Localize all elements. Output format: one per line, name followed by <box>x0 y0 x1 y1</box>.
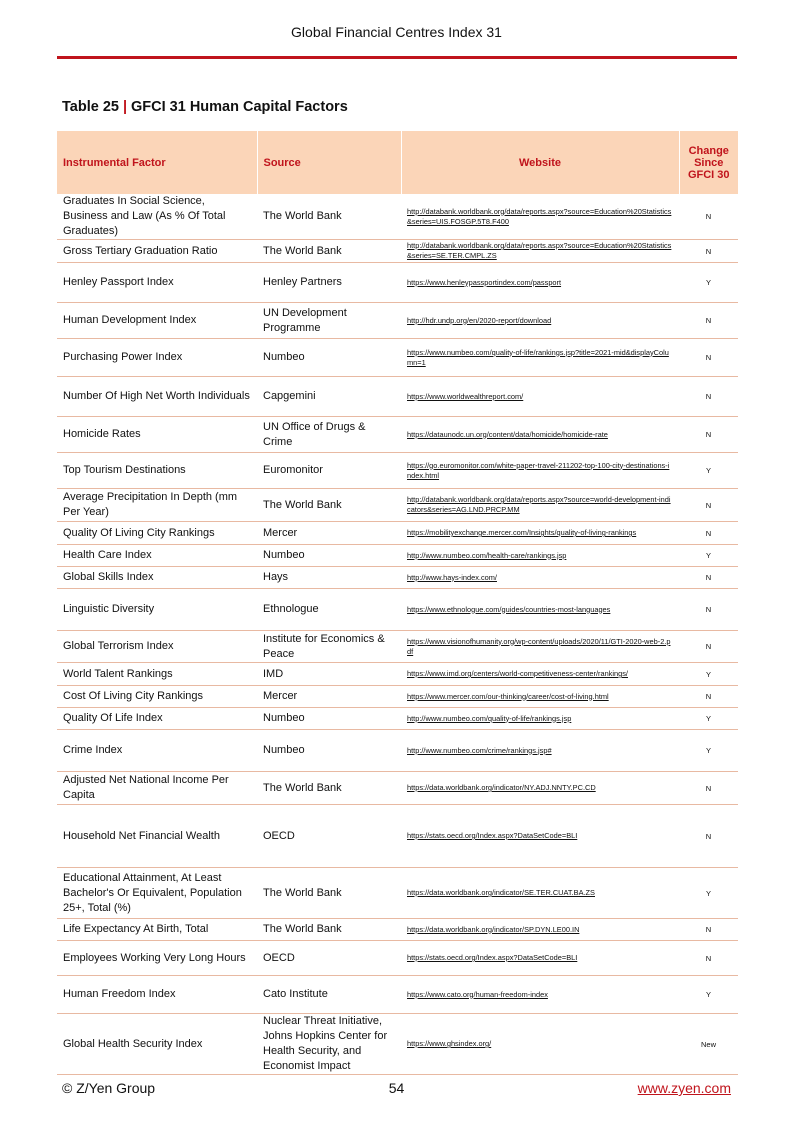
table-row <box>57 941 738 976</box>
website-cell <box>401 805 679 868</box>
table-row <box>57 805 738 868</box>
change-cell: N <box>679 303 738 339</box>
source-cell: Capgemini <box>257 377 401 417</box>
title-separator: | <box>122 99 128 115</box>
table-row <box>57 976 738 1014</box>
source-cell: Numbeo <box>257 545 401 567</box>
website-cell <box>401 976 679 1014</box>
website-link[interactable]: https://www.imd.org/centers/world-competitiveness-center/rankings/ <box>407 669 628 678</box>
change-cell: N <box>679 194 738 240</box>
source-cell: Mercer <box>257 686 401 708</box>
change-cell: Y <box>679 976 738 1014</box>
website-cell <box>401 919 679 941</box>
table-row <box>57 522 738 545</box>
table-row <box>57 377 738 417</box>
source-cell: Hays <box>257 567 401 589</box>
factor-cell: Quality Of Living City Rankings <box>57 522 257 545</box>
website-link[interactable]: http://www.numbeo.com/health-care/rankings.jsp <box>407 550 567 560</box>
website-cell <box>401 730 679 772</box>
table-row <box>57 708 738 730</box>
source-cell: IMD <box>257 663 401 686</box>
page-header-title: Global Financial Centres Index 31 <box>291 24 502 40</box>
factor-cell: Quality Of Life Index <box>57 708 257 730</box>
table-row <box>57 417 738 453</box>
table-row <box>57 868 738 919</box>
website-cell <box>401 708 679 730</box>
website-cell <box>401 868 679 919</box>
website-link[interactable]: https://data.worldbank.org/indicator/SE.TER.CUAT.BA.ZS <box>407 888 595 897</box>
source-cell: Numbeo <box>257 708 401 730</box>
website-link[interactable]: https://www.ghsindex.org/ <box>407 1039 492 1048</box>
factor-cell: Human Development Index <box>57 303 257 339</box>
source-cell: Henley Partners <box>257 263 401 303</box>
website-cell <box>401 941 679 976</box>
website-link[interactable]: https://www.visionofhumanity.org/wp-content/uploads/2020/11/GTI-2020-web-2.pdf <box>407 636 671 656</box>
factor-cell: Life Expectancy At Birth, Total <box>57 919 257 941</box>
factor-cell: Number Of High Net Worth Individuals <box>57 377 257 417</box>
website-cell <box>401 377 679 417</box>
change-cell: N <box>679 631 738 663</box>
table-row <box>57 589 738 631</box>
change-cell: N <box>679 686 738 708</box>
source-cell: OECD <box>257 805 401 868</box>
change-cell: N <box>679 589 738 631</box>
factor-cell: Employees Working Very Long Hours <box>57 941 257 976</box>
human-capital-factors-table <box>57 131 738 1075</box>
website-cell <box>401 417 679 453</box>
table-row <box>57 663 738 686</box>
table-label: Table 25 <box>62 99 119 115</box>
table-row <box>57 772 738 805</box>
factor-cell: Human Freedom Index <box>57 976 257 1014</box>
factor-cell: Linguistic Diversity <box>57 589 257 631</box>
table-row <box>57 686 738 708</box>
change-cell: N <box>679 522 738 545</box>
website-link[interactable]: http://www.numbeo.com/quality-of-life/rankings.jsp <box>407 713 572 723</box>
factor-cell: Global Skills Index <box>57 567 257 589</box>
source-cell: Numbeo <box>257 730 401 772</box>
website-cell <box>401 567 679 589</box>
table-title-text: GFCI 31 Human Capital Factors <box>131 99 348 115</box>
website-link[interactable]: http://databank.worldbank.org/data/reports.aspx?source=Education%20Statistics&series=UIS.FOSGP.5T8.F400 <box>407 206 672 226</box>
source-cell: UN Development Programme <box>257 303 401 339</box>
website-link[interactable]: https://dataunodc.un.org/content/data/homicide/homicide-rate <box>407 429 608 439</box>
factor-cell: Global Terrorism Index <box>57 631 257 663</box>
source-cell: UN Office of Drugs & Crime <box>257 417 401 453</box>
table-row <box>57 567 738 589</box>
source-cell: Nuclear Threat Initiative, Johns Hopkins Center for Health Security, and Economist Impact <box>257 1014 401 1075</box>
change-cell: Y <box>679 663 738 686</box>
source-cell: Cato Institute <box>257 976 401 1014</box>
change-cell: New <box>679 1014 738 1075</box>
website-link[interactable]: https://www.mercer.com/our-thinking/career/cost-of-living.html <box>407 691 609 701</box>
column-header-change: Change Since GFCI 30 <box>679 131 738 194</box>
website-cell <box>401 453 679 489</box>
source-cell: Numbeo <box>257 339 401 377</box>
source-cell: The World Bank <box>257 772 401 805</box>
website-link[interactable]: https://mobilityexchange.mercer.com/Insights/quality-of-living-rankings <box>407 528 637 537</box>
table-row <box>57 1014 738 1075</box>
website-link[interactable]: http://www.numbeo.com/crime/rankings.jsp# <box>407 745 552 755</box>
factor-cell: World Talent Rankings <box>57 663 257 686</box>
table-row <box>57 489 738 522</box>
change-cell: N <box>679 339 738 377</box>
website-link[interactable]: https://www.cato.org/human-freedom-index <box>407 989 548 999</box>
table-row <box>57 730 738 772</box>
change-cell: N <box>679 772 738 805</box>
website-cell <box>401 772 679 805</box>
table-header-row <box>57 131 738 194</box>
header-divider <box>57 56 737 59</box>
source-cell: The World Bank <box>257 868 401 919</box>
source-cell: The World Bank <box>257 489 401 522</box>
website-cell <box>401 489 679 522</box>
website-link[interactable]: http://www.hays-index.com/ <box>407 572 497 582</box>
factor-cell: Adjusted Net National Income Per Capita <box>57 772 257 805</box>
change-cell: N <box>679 417 738 453</box>
change-cell: Y <box>679 453 738 489</box>
website-link[interactable]: https://www.worldwealthreport.com/ <box>407 391 524 401</box>
website-cell <box>401 663 679 686</box>
source-cell: Euromonitor <box>257 453 401 489</box>
website-link[interactable]: http://hdr.undp.org/en/2020-report/download <box>407 315 552 325</box>
website-link[interactable]: http://databank.worldbank.org/data/reports.aspx?source=world-development-indicators&series=AG.LND.PRCP.MM <box>407 495 671 514</box>
factor-cell: Gross Tertiary Graduation Ratio <box>57 240 257 263</box>
website-cell <box>401 303 679 339</box>
website-link[interactable]: https://go.euromonitor.com/white-paper-travel-211202-top-100-city-destinations-index.html <box>407 460 670 480</box>
factor-cell: Crime Index <box>57 730 257 772</box>
change-cell: Y <box>679 708 738 730</box>
website-cell <box>401 1014 679 1075</box>
website-cell <box>401 339 679 377</box>
footer-page-number: 54 <box>388 1080 405 1096</box>
footer-website-link[interactable]: www.zyen.com <box>637 1080 731 1096</box>
source-cell: The World Bank <box>257 194 401 240</box>
website-link[interactable]: https://data.worldbank.org/indicator/NY.ADJ.NNTY.PC.CD <box>407 783 596 792</box>
change-cell: N <box>679 941 738 976</box>
column-header-source: Source <box>257 131 401 194</box>
factor-cell: Average Precipitation In Depth (mm Per Year) <box>57 489 257 522</box>
website-cell <box>401 686 679 708</box>
website-cell <box>401 263 679 303</box>
change-cell: N <box>679 377 738 417</box>
change-cell: N <box>679 489 738 522</box>
factor-cell: Top Tourism Destinations <box>57 453 257 489</box>
factor-cell: Homicide Rates <box>57 417 257 453</box>
change-cell: Y <box>679 868 738 919</box>
website-link[interactable]: https://www.ethnologue.com/guides/countries-most-languages <box>407 604 611 614</box>
source-cell: Institute for Economics & Peace <box>257 631 401 663</box>
factor-cell: Purchasing Power Index <box>57 339 257 377</box>
table-row <box>57 240 738 263</box>
website-link[interactable]: https://data.worldbank.org/indicator/SP.DYN.LE00.IN <box>407 924 580 934</box>
change-cell: Y <box>679 545 738 567</box>
website-cell <box>401 240 679 263</box>
table-row <box>57 631 738 663</box>
table-row <box>57 194 738 240</box>
website-cell <box>401 589 679 631</box>
factor-cell: Graduates In Social Science, Business and Law (As % Of Total Graduates) <box>57 194 257 240</box>
website-cell <box>401 522 679 545</box>
factor-cell: Educational Attainment, At Least Bachelor's Or Equivalent, Population 25+, Total (%) <box>57 868 257 919</box>
factor-cell: Health Care Index <box>57 545 257 567</box>
footer-copyright: © Z/Yen Group <box>62 1080 156 1096</box>
change-cell: N <box>679 240 738 263</box>
factor-cell: Household Net Financial Wealth <box>57 805 257 868</box>
source-cell: OECD <box>257 941 401 976</box>
website-link[interactable]: http://databank.worldbank.org/data/reports.aspx?source=Education%20Statistics&series=SE.TER.CMPL.ZS <box>407 241 672 260</box>
website-link[interactable]: https://stats.oecd.org/Index.aspx?DataSetCode=BLI <box>407 953 578 962</box>
table-row <box>57 263 738 303</box>
table-title <box>62 99 348 115</box>
table-row <box>57 339 738 377</box>
change-cell: N <box>679 919 738 941</box>
website-cell <box>401 631 679 663</box>
column-header-website: Website <box>401 131 679 194</box>
change-cell: Y <box>679 263 738 303</box>
table-row <box>57 303 738 339</box>
column-header-factor: Instrumental Factor <box>57 131 257 194</box>
website-cell <box>401 545 679 567</box>
table-body <box>57 194 738 1075</box>
source-cell: The World Bank <box>257 919 401 941</box>
table-row <box>57 545 738 567</box>
source-cell: The World Bank <box>257 240 401 263</box>
change-cell: Y <box>679 730 738 772</box>
table-row <box>57 453 738 489</box>
website-cell <box>401 194 679 240</box>
factor-cell: Cost Of Living City Rankings <box>57 686 257 708</box>
factor-cell: Global Health Security Index <box>57 1014 257 1075</box>
website-link[interactable]: https://www.numbeo.com/quality-of-life/rankings.jsp?title=2021-mid&displayColumn=1 <box>407 347 669 367</box>
change-cell: N <box>679 567 738 589</box>
table-row <box>57 919 738 941</box>
website-link[interactable]: https://www.henleypassportindex.com/passport <box>407 277 562 287</box>
website-link[interactable]: https://stats.oecd.org/Index.aspx?DataSetCode=BLI <box>407 831 578 840</box>
factor-cell: Henley Passport Index <box>57 263 257 303</box>
source-cell: Mercer <box>257 522 401 545</box>
change-cell: N <box>679 805 738 868</box>
source-cell: Ethnologue <box>257 589 401 631</box>
